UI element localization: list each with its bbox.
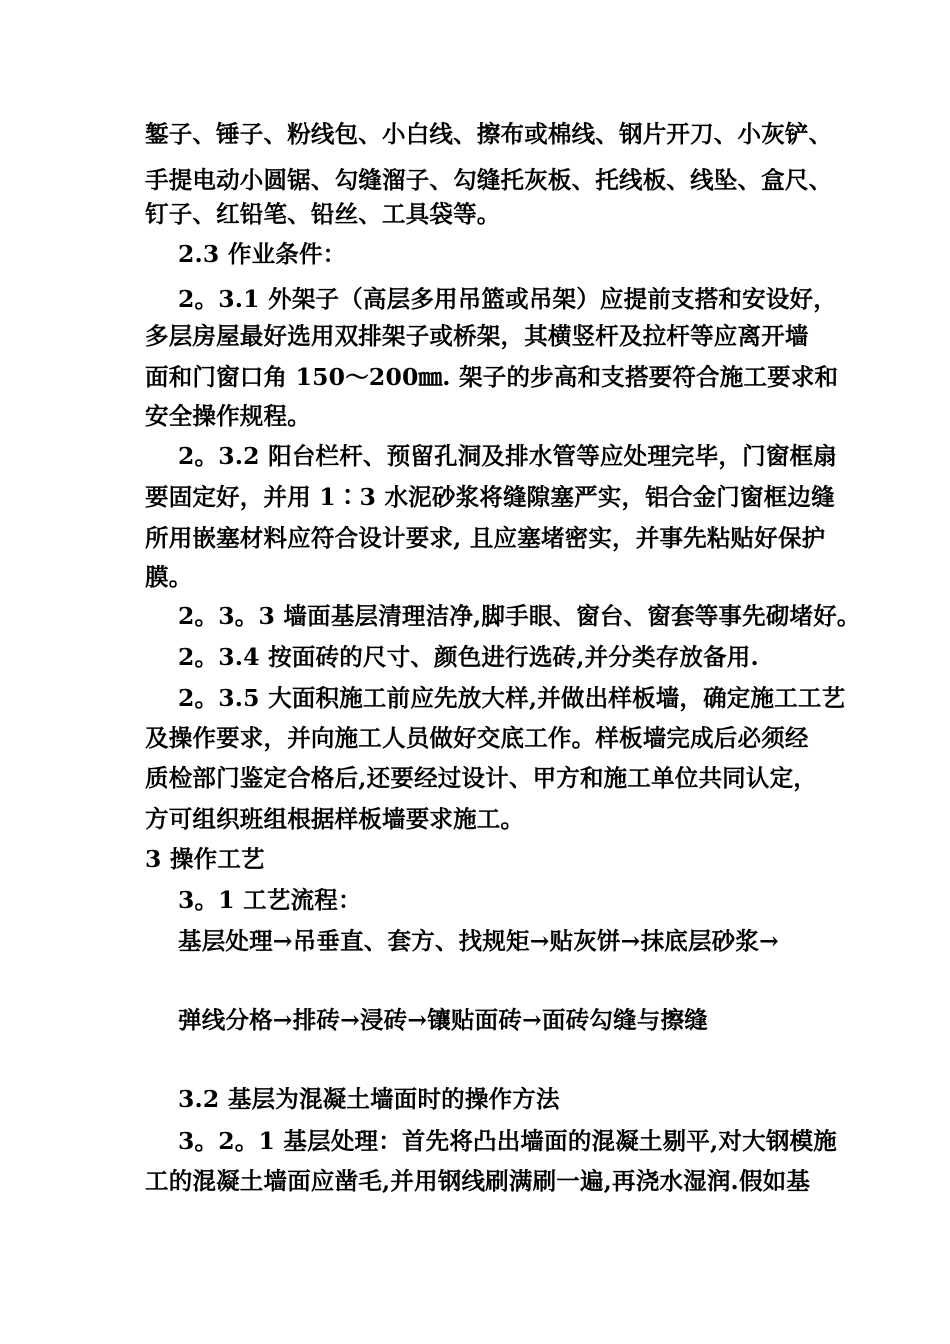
text-line-3: 钉子、红铅笔、铅丝、工具袋等。 bbox=[145, 200, 501, 228]
text-line-1: 錾子、锤子、粉线包、小白线、擦布或棉线、钢片开刀、小灰铲、 bbox=[145, 120, 833, 148]
text-line-5: 2。3.1 外架子（高层多用吊篮或吊架）应提前支搭和安设好， bbox=[178, 285, 837, 313]
text-line-13: 2。3。3 墙面基层清理洁净,脚手眼、窗台、窗套等事先砌堵好。 bbox=[178, 602, 861, 630]
section-heading-3-1: 3。1 工艺流程： bbox=[178, 886, 362, 914]
text-line-2: 手提电动小圆锯、勾缝溜子、勾缝托灰板、托线板、线坠、盒尺、 bbox=[145, 166, 833, 194]
text-line-17: 质检部门鉴定合格后,还要经过设计、甲方和施工单位共同认定， bbox=[145, 764, 817, 792]
process-flow-line-2: 弹线分格→排砖→浸砖→镶贴面砖→面砖勾缝与擦缝 bbox=[178, 1006, 708, 1034]
section-heading-2-3: 2.3 作业条件： bbox=[178, 240, 347, 268]
text-line-16: 及操作要求，并向施工人员做好交底工作。样板墙完成后必须经 bbox=[145, 724, 809, 752]
text-line-10: 要固定好，并用 1∶3 水泥砂浆将缝隙塞严实，铝合金门窗框边缝 bbox=[145, 483, 835, 511]
text-line-25: 工的混凝土墙面应凿毛,并用钢线刷满刷一遍,再浇水湿润.假如基 bbox=[145, 1167, 811, 1195]
text-line-24: 3。2。1 基层处理：首先将凸出墙面的混凝土剔平,对大钢模施 bbox=[178, 1127, 837, 1155]
text-line-7: 面和门窗口角 150～200㎜. 架子的步高和支搭要符合施工要求和 bbox=[145, 363, 839, 391]
text-line-14: 2。3.4 按面砖的尺寸、颜色进行选砖,并分类存放备用. bbox=[178, 643, 759, 671]
text-line-12: 膜。 bbox=[145, 563, 193, 591]
text-line-18: 方可组织班组根据样板墙要求施工。 bbox=[145, 805, 525, 833]
process-flow-line-1: 基层处理→吊垂直、套方、找规矩→贴灰饼→抹底层砂浆→ bbox=[178, 927, 779, 955]
text-line-15: 2。3.5 大面积施工前应先放大样,并做出样板墙，确定施工工艺 bbox=[178, 684, 846, 712]
section-heading-3-2: 3.2 基层为混凝土墙面时的操作方法 bbox=[178, 1085, 560, 1113]
text-line-9: 2。3.2 阳台栏杆、预留孔洞及排水管等应处理完毕，门窗框扇 bbox=[178, 442, 837, 470]
text-line-6: 多层房屋最好选用双排架子或桥架，其横竖杆及拉杆等应离开墙 bbox=[145, 322, 809, 350]
text-line-11: 所用嵌塞材料应符合设计要求, 且应塞堵密实，并事先粘贴好保护 bbox=[145, 524, 826, 552]
section-heading-3: 3 操作工艺 bbox=[145, 845, 265, 873]
text-line-8: 安全操作规程。 bbox=[145, 402, 311, 430]
